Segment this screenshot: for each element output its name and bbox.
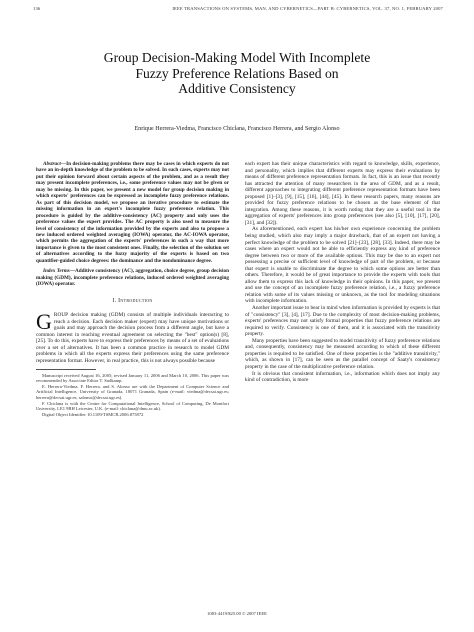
abstract-lead: Abstract xyxy=(43,161,61,167)
index-terms xyxy=(36,268,229,287)
body-paragraph: each expert has their unique characteristics with regard to knowledge, skills, experience, and personality, which implies that different experts may express their evaluations by means of different preference representation formats. In fact, this is an issue that recently has attracted the attention of many researchers in the area of GDM, and as a result, different approaches to integrating different preference representation formats have been proposed [1]–[3], [9], [15], [16], [44], [45]. In these research papers, many reasons are provided for fuzzy preference relations to be chosen as the base element of that integration. Among these reasons, it is worth noting that they are a useful tool in the aggregation of experts' preferences into group preferences (see also [5], [10], [17], [20], [31], and [32]). xyxy=(245,161,440,226)
body-paragraph: It is obvious that consistent information, i.e., information which does not imply any kind of contradiction, is more xyxy=(245,370,440,384)
footnote-doi: Digital Object Identifier 10.1109/TSMCB.2006.875872 xyxy=(42,411,144,417)
body-paragraph: As aforementioned, each expert has his/her own experience concerning the problem being studied, which also may imply a major drawback, that of an expert not having a perfect knowledge of the problem to be solved [21]–[23], [28], [33]. Indeed, there may be cases where an expert would not be able to efficiently express any kind of preference degree between two or more of the available options. This may be due to an expert not possessing a precise or sufficient level of knowledge of part of the problem, or because that expert is unable to discriminate the degree to which some options are better than others. Therefore, it would be of great importance to provide the experts with tools that allow them to express this lack of knowledge in their opinions. In this paper, we present and use the concept of an incomplete fuzzy preference relation, i.e., a fuzzy preference relation with some of its values missing or unknown, as the tool for modeling situations with incomplete information. xyxy=(245,226,440,305)
running-head-text: IEEE TRANSACTIONS ON SYSTEMS, MAN, AND CYBERNETICS—PART B: CYBERNETICS, VOL. 37, NO. 1, FEBRUARY 2007 xyxy=(172,6,443,11)
section-title: Introduction xyxy=(118,297,153,304)
author-list: Enrique Herrera-Viedma, Francisco Chiclana, Francisco Herrera, and Sergio Alonso xyxy=(134,126,340,132)
drop-cap: G xyxy=(36,309,52,335)
body-paragraph: Another important issue to bear in mind when information is provided by experts is that of "consistency" [3], [4], [17]. Due to the complexity of most decision-making problems, experts' preferences may not satisfy formal properties that fuzzy preference relations are required to verify. Consistency is one of them, and it is associated with the transitivity property. xyxy=(245,305,440,338)
footnote-divider xyxy=(36,369,96,370)
page-footer: 1083-4419/$25.00 © 2007 IEEE xyxy=(207,611,267,616)
title-line: Fuzzy Preference Relations Based on xyxy=(135,65,339,81)
footnote: F. Chiclana is with the Centre for Computational Intelligence, School of Computing, De Montfort University, LE1 9BH Leicester, U.K. (e-mail: chiclana@dmu.ac.uk). xyxy=(36,400,229,412)
abstract xyxy=(36,161,229,264)
footnotes xyxy=(36,373,229,418)
right-column xyxy=(245,161,440,384)
page-number: 136 xyxy=(33,6,41,11)
index-terms-lead: Index Terms xyxy=(43,268,70,275)
footnote: E. Herrera-Viedma, F. Herrera, and S. Alonso are with the Department of Computer Science and Artificial Intelligence, University of Granada, 18071 Granada, Spain (e-mail: viedma@decsai.ugr.es; herrera@decsai.ugr.es; salonso@decsai.ugr.es). xyxy=(36,383,229,400)
body-paragraph: Many properties have been suggested to model transitivity of fuzzy preference relations and, consequently, consistency may be measured according to which of these different properties is required to be satisfied. One of these properties is the "additive transitivity," which, as shown in [17], can be seen as the parallel concept of Saaty's consistency property in the case of the multiplicative preference relation. xyxy=(245,337,440,370)
footnote: Manuscript received August 16, 2005; revised January 11, 2006 and March 10, 2006. This paper was recommended by Associate Editor T. Sudkamp. xyxy=(36,372,229,384)
paper-title xyxy=(40,50,434,97)
intro-first-word: ROUP xyxy=(53,312,69,319)
index-terms-text: —Additive consistency (AC), aggregation, choice degree, group decision making (GDM), incomplete preference relations, induced ordered weighted averaging (IOWA) operator. xyxy=(36,268,229,288)
intro-paragraph xyxy=(36,309,229,364)
title-line: Group Decision-Making Model With Incomplete xyxy=(103,50,371,65)
section-number: I. xyxy=(112,297,117,304)
running-header xyxy=(33,6,443,14)
section-heading xyxy=(36,298,229,305)
abstract-text: —In decision-making problems there may be cases in which experts do not have an in-depth knowledge of the problem to be solved. In such cases, experts may not put their opinion forward about certain aspects of the problem, and as a result they may present incomplete preferences, i.e., some preference values may not be given or may be missing. In this paper, we present a new model for group decision making in which experts' preferences can be expressed as incomplete fuzzy preference relations. As part of this decision model, we propose an iterative procedure to estimate the missing information in an expert's incomplete fuzzy preference relation. This procedure is guided by the additive-consistency (AC) property and only uses the preference values the expert provides. The AC property is also used to measure the level of consistency of the information provided by the experts and also to propose a new induced ordered weighted averaging (IOWA) operator, the AC-IOWA operator, which permits the aggregation of the experts' preferences in such a way that more importance is given to the most consistent ones. Finally, the selection of the solution set of alternatives according to the fuzzy majority of the experts is based on two quantifier-guided choice degrees: the dominance and the nondominance degree. xyxy=(36,161,229,264)
title-line: Additive Consistency xyxy=(178,81,296,97)
intro-text: decision making (GDM) consists of multiple individuals interacting to reach a decision. Each decision maker (expert) may have unique motivations or goals and may approach the decision process from a different angle, but have a common interest in reaching eventual agreement on selecting the "best" option(s) [8], [25]. To do this, experts have to express their preferences by means of a set of evaluations over a set of alternatives. It has been a common practice in research to model GDM problems in which all the experts express their preferences using the same preference representation format. However, in real practice, this is not always possible because xyxy=(36,312,229,364)
left-column xyxy=(36,161,229,417)
